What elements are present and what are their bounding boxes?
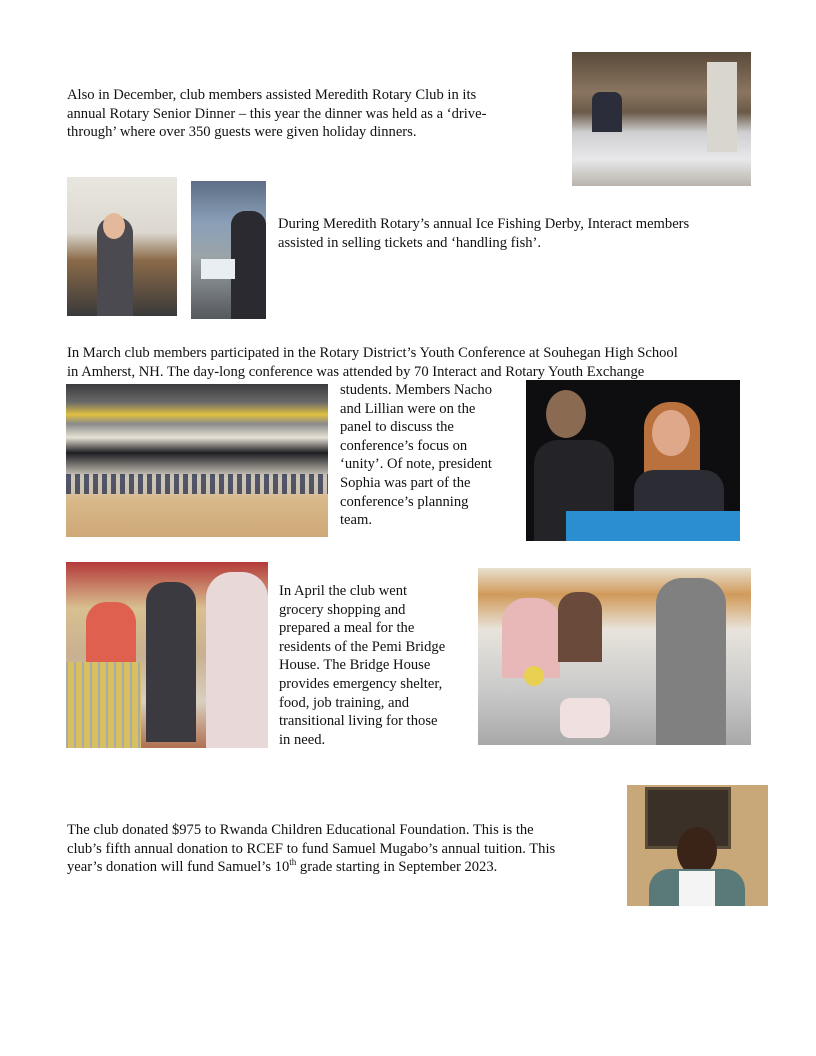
text-line: panel to discuss the — [340, 419, 454, 436]
text-line: provides emergency shelter, — [279, 675, 443, 692]
photo-ice-fishing-fish — [191, 181, 266, 319]
text-line: ‘unity’. Of note, president — [340, 456, 492, 473]
text-line: The club donated $975 to Rwanda Children Educational Foundation. This is the — [67, 822, 534, 838]
photo-youth-conference-panel — [526, 380, 740, 541]
text-fragment: grade starting in September 2023. — [296, 859, 498, 876]
text-line: In March club members participated in the Rotary District’s Youth Conference at Souhegan High School — [67, 345, 678, 361]
photo-youth-conference-gym — [66, 384, 328, 537]
text-line: annual Rotary Senior Dinner – this year the dinner was held as a ‘drive- — [67, 105, 487, 122]
paragraph-december — [67, 86, 486, 142]
text-line: conference’s planning — [340, 493, 469, 510]
photo-grocery-shopping — [66, 562, 268, 748]
photo-senior-dinner-bags — [572, 52, 751, 186]
paragraph-march-continued — [340, 381, 492, 530]
text-line: assisted in selling tickets and ‘handling fish’. — [278, 234, 542, 251]
text-line: students. Members Nacho — [340, 382, 492, 398]
text-line: During Meredith Rotary’s annual Ice Fishing Derby, Interact members — [278, 216, 690, 232]
text-line: grocery shopping and — [279, 601, 406, 618]
text-line — [67, 858, 555, 877]
paragraph-march — [67, 344, 678, 381]
text-line: through’ where over 350 guests were given holiday dinners. — [67, 124, 417, 141]
text-fragment: year’s donation will fund Samuel’s 10 — [67, 859, 290, 876]
paragraph-april — [279, 582, 445, 749]
text-line: and Lillian were on the — [340, 400, 476, 417]
text-line: In April the club went — [279, 583, 408, 599]
text-line: residents of the Pemi Bridge — [279, 638, 446, 655]
superscript: th — [289, 857, 297, 868]
paragraph-rcef — [67, 821, 555, 877]
text-line: transitional living for those — [279, 713, 438, 730]
photo-samuel-mugabo — [627, 785, 768, 906]
text-line: House. The Bridge House — [279, 657, 431, 674]
text-line: prepared a meal for the — [279, 620, 415, 637]
text-line: Sophia was part of the — [340, 474, 471, 491]
text-line: club’s fifth annual donation to RCEF to fund Samuel Mugabo’s annual tuition. This — [67, 840, 556, 857]
paragraph-ice-fishing — [278, 215, 689, 252]
text-line: food, job training, and — [279, 694, 410, 711]
text-line: Also in December, club members assisted Meredith Rotary Club in its — [67, 87, 477, 103]
text-line: in Amherst, NH. The day-long conference was attended by 70 Interact and Rotary Youth Exchange — [67, 363, 645, 380]
photo-kitchen-meal-prep — [478, 568, 751, 745]
photo-ice-fishing-tickets — [67, 177, 177, 316]
text-line: team. — [340, 512, 373, 529]
text-line: conference’s focus on — [340, 437, 468, 454]
text-line: in need. — [279, 731, 326, 748]
